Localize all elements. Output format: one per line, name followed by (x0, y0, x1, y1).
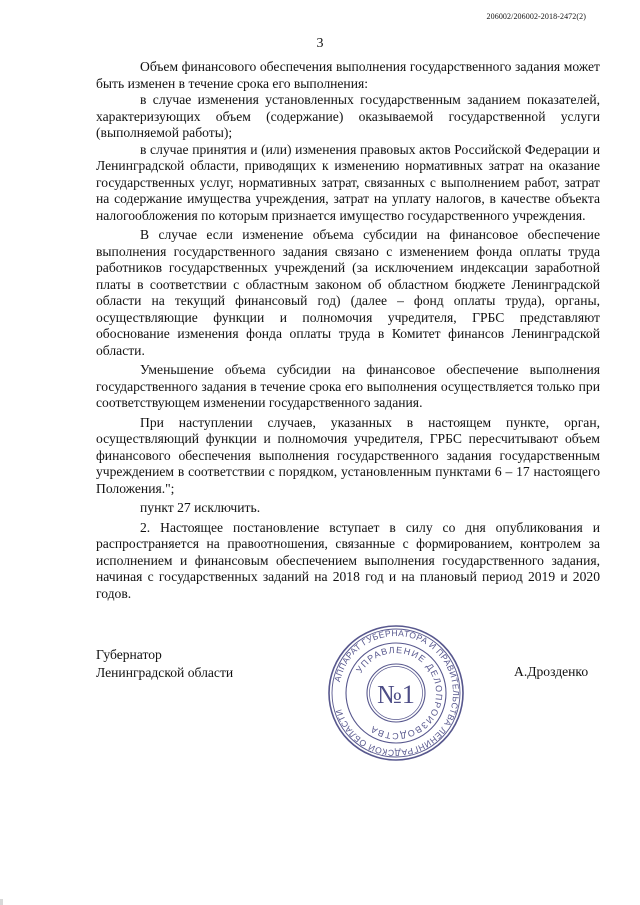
scan-edge-mark (0, 899, 3, 905)
signatory-title-line2: Ленинградской области (96, 665, 234, 680)
paragraph-volume-change: Объем финансового обеспечения выполнения государственного задания может быть изменен в течение срока его выполнения: (96, 59, 600, 91)
paragraph-clause-27: пункт 27 исключить. (140, 500, 261, 515)
stamp-outer-text: АППАРАТ ГУБЕРНАТОРА И ПРАВИТЕЛЬСТВА ЛЕНИНГРАДСКОЙ ОБЛАСТИ (332, 627, 462, 759)
stamp-seal-graphic (326, 623, 466, 763)
document-registration-number: 206002/206002-2018-2472(2) (486, 12, 586, 21)
document-body (96, 59, 600, 602)
stamp-inner-text: УПРАВЛЕНИЕ ДЕЛОПРОИЗВОДСТВА (354, 644, 445, 742)
paragraph-indicators-change: в случае изменения установленных государственным заданием показателей, характеризующих объем (содержание) оказываемой государственной услуги (выполняемой работы); (96, 92, 600, 140)
signatory-name: А.Дрозденко (514, 664, 589, 679)
page-number: 3 (316, 36, 324, 51)
paragraph-payroll-fund: В случае если изменение объема субсидии на финансовое обеспечение выполнения государственного задания связано с изменением фонда оплаты труда работников государственных учреждений (за исключением индексации заработной платы в соответствии с областным законом об областном бюджете Ленинградской области на текущий финансовый год) (далее – фонд оплаты труда), органы, осуществляющие функции и полномочия учредителя, ГРБС представляют обоснование изменения фонда оплаты труда в Комитет финансов Ленинградской области. (96, 227, 600, 358)
official-stamp (326, 623, 466, 763)
paragraph-recalculation: При наступлении случаев, указанных в настоящем пункте, орган, осуществляющий функции и полномочия учредителя, ГРБС пересчитывают объем финансового обеспечения выполнения государственного задания государственным учреждением в соответствии с порядком, установленным пунктами 6 – 17 настоящего Положения."; (96, 414, 600, 496)
stamp-number: №1 (377, 680, 415, 709)
signatory-title (96, 646, 233, 682)
signatory-title-line1: Губернатор (96, 647, 162, 662)
paragraph-subsidy-reduction: Уменьшение объема субсидии на финансовое обеспечение выполнения государственного задания в течение срока его выполнения осуществляется только при соответствующем изменении государственного задания. (96, 362, 600, 410)
paragraph-legal-acts: в случае принятия и (или) изменения правовых актов Российской Федерации и Ленинградской области, приводящих к изменению нормативных затрат на оказание государственных услуг, нормативных затрат, связанных с выполнением работ, затрат на содержание имущества учреждения, затрат на уплату налогов, в качестве объекта налогообложения по которым признается имущество государственного учреждения. (96, 141, 600, 223)
paragraph-effective-date: 2. Настоящее постановление вступает в силу со дня опубликования и распространяется на правоотношения, связанные с формированием, контролем за исполнением и финансовым обеспечением выполнения государственного задания, начиная с государственных заданий на 2018 год и на плановый период 2019 и 2020 годов. (96, 519, 600, 601)
